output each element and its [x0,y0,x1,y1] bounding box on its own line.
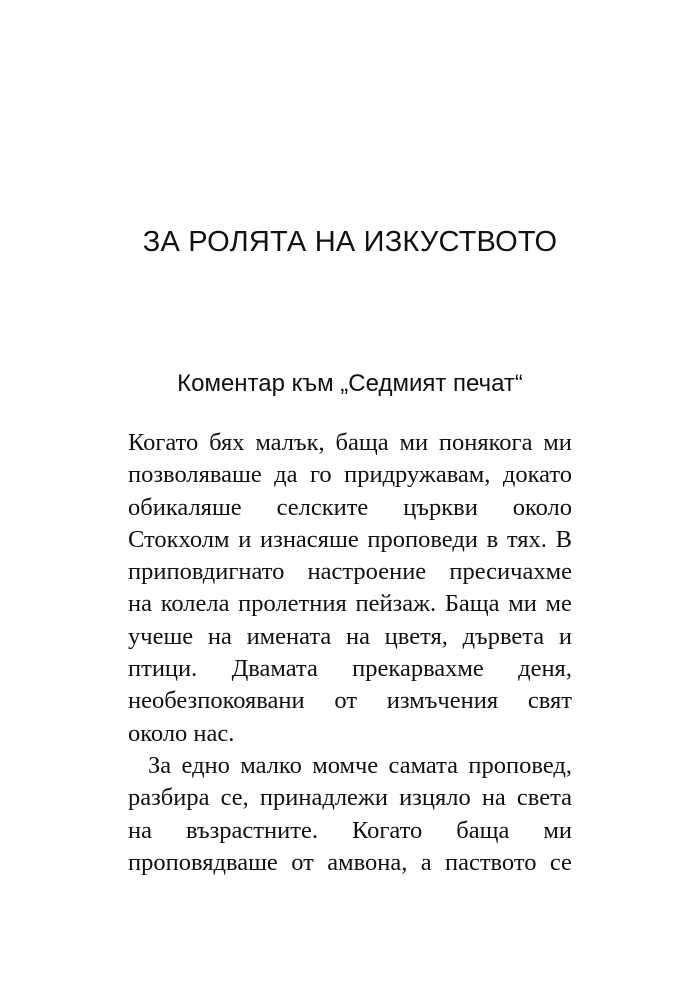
paragraph [128,427,572,750]
word: разбира [128,784,210,812]
word: проповядваше [128,848,278,876]
text-line [128,524,572,556]
body-text [128,427,572,879]
text-line [128,459,572,491]
word: проповеди [367,525,478,553]
word: Когато [351,816,423,844]
word: се, [220,784,249,812]
word: амвона, [327,848,408,876]
word: от [291,848,314,876]
text-line [128,588,572,620]
word: свят [527,687,572,715]
word: изцяло [399,784,471,812]
word: придружавам, [344,461,491,489]
word: ми [543,816,572,844]
word: колела [160,590,230,618]
word: В [555,525,572,553]
word: в [486,525,499,553]
word: селските [276,493,369,521]
text-line [128,750,572,782]
word: на [345,622,370,650]
word: необезпокоявани [128,687,305,715]
word: обикаляше [128,493,242,521]
word: Баща [444,590,500,618]
word: и [238,525,252,553]
word: паството [444,848,537,876]
word: Двамата [231,655,318,683]
word: а [420,848,432,876]
text-line [128,653,572,685]
text-line [128,782,572,814]
word: ме [545,590,572,618]
word: измъчения [386,687,499,715]
word: баща [335,429,389,456]
word: се [549,848,572,876]
word: ми [543,429,572,456]
word: имената [246,622,332,650]
word: едно [181,751,230,779]
paragraph [128,750,572,879]
chapter-subtitle: Коментар към „Седмият печат“ [177,370,523,397]
word: самата [388,751,459,779]
word: и [558,622,572,650]
word: ми [508,590,537,618]
word: деня, [518,655,572,683]
word: цветя, [384,622,448,650]
word: принадлежи [259,784,388,812]
text-line [128,427,572,459]
word: малко [240,751,302,779]
text-line [128,815,572,847]
word: на [207,622,232,650]
text-line [128,492,572,524]
word: църкви [403,493,478,521]
word: дървета [462,622,545,650]
word: света [516,784,572,812]
word: Когато [128,429,199,456]
text-line [128,685,572,717]
word: бях [209,429,245,456]
word: За [148,751,172,779]
text-line [128,621,572,653]
word: птици. [128,655,198,683]
word: Стокхолм [128,525,230,553]
word: позволяваше [128,461,262,489]
word: докато [502,461,572,489]
word: около [512,493,572,521]
word: прекарвахме [352,655,484,683]
word: на [128,590,152,618]
word: да [274,461,298,489]
word: малък, [255,429,325,456]
word: приповдигнато [128,558,285,586]
word: настроение [307,558,427,586]
word: възрастните. [186,816,318,844]
word: на [128,816,152,844]
word: тях. [506,525,547,553]
word: ми [399,429,429,456]
word: изнасяше [260,525,359,553]
text-line [128,847,572,879]
word: понякога [438,429,533,456]
word: учеше [128,622,194,650]
word: баща [456,816,510,844]
word: го [309,461,332,489]
word: момче [312,751,379,779]
text-line-last: около нас. [128,719,235,747]
text-line [128,556,572,588]
word: на [481,784,506,812]
word: от [334,687,358,715]
word: пролетния [238,590,347,618]
chapter-title: ЗА РОЛЯТА НА ИЗКУСТВОТО [142,226,558,258]
word: пейзаж. [355,590,437,618]
word: пресичахме [449,558,572,586]
word: проповед, [468,751,572,779]
